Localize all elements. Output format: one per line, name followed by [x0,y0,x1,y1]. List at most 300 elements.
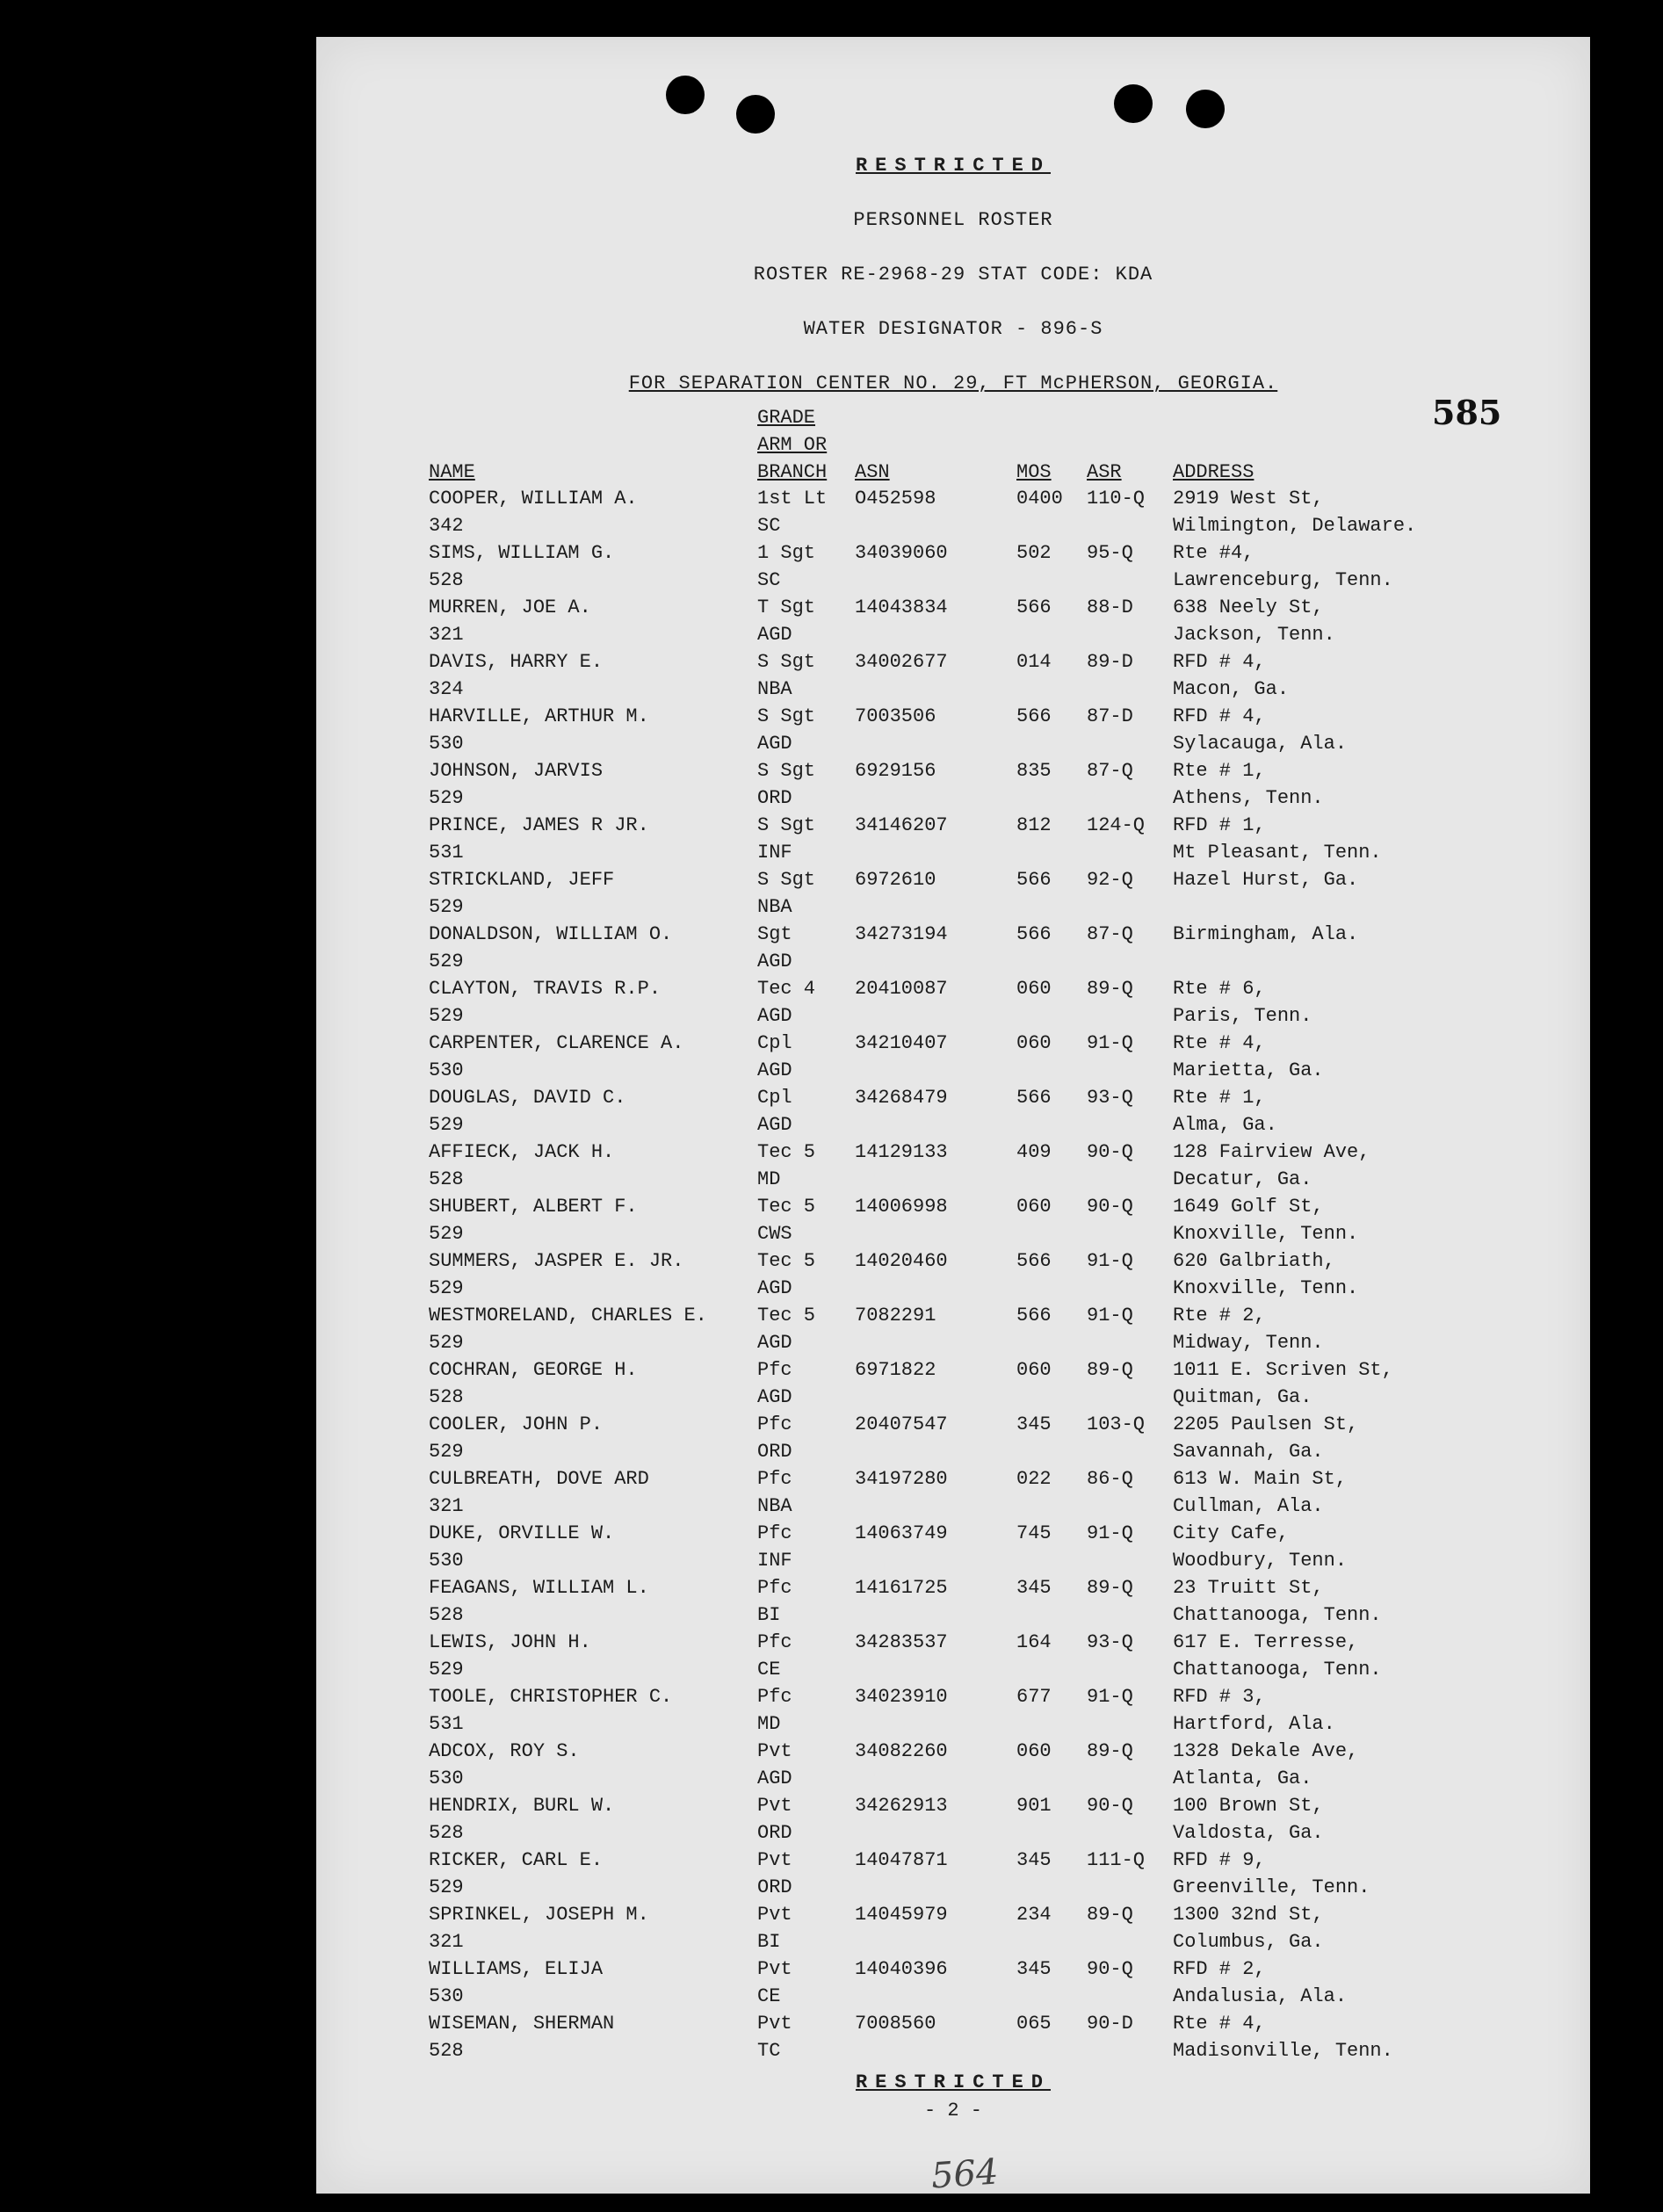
table-row [316,1901,1590,1955]
soldier-grade: Tec 5 [757,1305,816,1326]
soldier-mos: 0400 [1016,488,1063,510]
address-line-2: Paris, Tenn. [1173,1005,1312,1027]
soldier-code: 530 [429,1985,464,2007]
address-line-1: RFD # 4, [1173,651,1266,673]
soldier-asn: 14047871 [855,1849,948,1871]
soldier-grade: Cpl [757,1087,792,1109]
soldier-code: 530 [429,733,464,755]
soldier-asr: 89-Q [1087,1904,1133,1926]
soldier-grade: Pvt [757,1795,792,1817]
soldier-asr: 91-Q [1087,1305,1133,1326]
soldier-mos: 566 [1016,705,1052,727]
soldier-asn: 14043834 [855,596,948,618]
soldier-branch: AGD [757,1386,792,1408]
address-line-1: RFD # 2, [1173,1958,1266,1980]
soldier-branch: SC [757,515,781,537]
soldier-mos: 566 [1016,1087,1052,1109]
roster-code: ROSTER RE-2968-29 STAT CODE: KDA [753,264,1153,286]
soldier-grade: Pfc [757,1359,792,1381]
soldier-code: 528 [429,1386,464,1408]
soldier-asr: 91-Q [1087,1250,1133,1272]
soldier-mos: 745 [1016,1522,1052,1544]
soldier-asr: 110-Q [1087,488,1146,510]
table-row [316,1411,1590,1465]
page-number: 585 [1432,393,1502,432]
soldier-mos: 345 [1016,1958,1052,1980]
soldier-grade: S Sgt [757,869,816,891]
soldier-grade: Pvt [757,1740,792,1762]
address-line-2: Andalusia, Ala. [1173,1985,1348,2007]
soldier-branch: CE [757,1659,781,1681]
soldier-branch: TC [757,2040,781,2062]
soldier-asr: 124-Q [1087,814,1146,836]
soldier-asn: 14129133 [855,1141,948,1163]
soldier-asr: 90-Q [1087,1795,1133,1817]
soldier-mos: 060 [1016,1359,1052,1381]
soldier-grade: Tec 5 [757,1250,816,1272]
address-line-1: 23 Truitt St, [1173,1577,1324,1599]
soldier-code: 528 [429,2040,464,2062]
address-line-2: Knoxville, Tenn. [1173,1277,1359,1299]
soldier-mos: 835 [1016,760,1052,782]
table-row [316,2010,1590,2064]
table-row [316,1465,1590,1520]
soldier-asr: 90-Q [1087,1196,1133,1218]
soldier-asr: 95-Q [1087,542,1133,564]
soldier-asn: 6929156 [855,760,936,782]
soldier-code: 528 [429,1168,464,1190]
soldier-mos: 345 [1016,1577,1052,1599]
soldier-branch: AGD [757,624,792,646]
address-line-2: Greenville, Tenn. [1173,1876,1370,1898]
soldier-name: LEWIS, JOHN H. [429,1631,591,1653]
address-line-1: 638 Neely St, [1173,596,1324,618]
soldier-mos: 566 [1016,1250,1052,1272]
soldier-grade: Pfc [757,1577,792,1599]
soldier-mos: 345 [1016,1413,1052,1435]
soldier-name: CULBREATH, DOVE ARD [429,1468,649,1490]
soldier-asn: 34039060 [855,542,948,564]
soldier-code: 528 [429,569,464,591]
soldier-branch: AGD [757,1114,792,1136]
soldier-code: 529 [429,1659,464,1681]
soldier-code: 529 [429,951,464,972]
soldier-grade: S Sgt [757,760,816,782]
soldier-asr: 89-Q [1087,1577,1133,1599]
soldier-code: 528 [429,1822,464,1844]
soldier-branch: NBA [757,1495,792,1517]
address-line-2: Knoxville, Tenn. [1173,1223,1359,1245]
soldier-mos: 345 [1016,1849,1052,1871]
table-row [316,921,1590,975]
soldier-grade: 1 Sgt [757,542,816,564]
soldier-branch: BI [757,1604,781,1626]
soldier-grade: Tec 5 [757,1196,816,1218]
soldier-code: 324 [429,678,464,700]
soldier-mos: 022 [1016,1468,1052,1490]
soldier-mos: 060 [1016,978,1052,1000]
address-line-1: 100 Brown St, [1173,1795,1324,1817]
column-header-name: NAME [429,461,475,483]
soldier-name: SUMMERS, JASPER E. JR. [429,1250,684,1272]
address-line-2: Hartford, Ala. [1173,1713,1335,1735]
soldier-name: STRICKLAND, JEFF [429,869,615,891]
soldier-asn: 34210407 [855,1032,948,1054]
soldier-code: 342 [429,515,464,537]
soldier-asr: 89-Q [1087,1359,1133,1381]
table-row [316,1356,1590,1411]
address-line-1: 2205 Paulsen St, [1173,1413,1359,1435]
table-row [316,648,1590,703]
soldier-asn: O452598 [855,488,936,510]
soldier-mos: 060 [1016,1196,1052,1218]
soldier-grade: Tec 4 [757,978,816,1000]
soldier-grade: S Sgt [757,814,816,836]
separation-center: FOR SEPARATION CENTER NO. 29, FT McPHERSON, GEORGIA. [628,372,1278,394]
soldier-code: 529 [429,787,464,809]
soldier-asr: 90-D [1087,2013,1133,2035]
soldier-name: COCHRAN, GEORGE H. [429,1359,638,1381]
soldier-grade: Pfc [757,1468,792,1490]
soldier-branch: NBA [757,896,792,918]
address-line-1: RFD # 9, [1173,1849,1266,1871]
soldier-asr: 88-D [1087,596,1133,618]
soldier-code: 529 [429,896,464,918]
column-header-address: ADDRESS [1173,461,1254,483]
soldier-asr: 91-Q [1087,1522,1133,1544]
soldier-branch: AGD [757,1767,792,1789]
soldier-mos: 566 [1016,1305,1052,1326]
address-line-1: Birmingham, Ala. [1173,923,1359,945]
address-line-1: Hazel Hurst, Ga. [1173,869,1359,891]
soldier-name: ADCOX, ROY S. [429,1740,580,1762]
soldier-grade: S Sgt [757,651,816,673]
soldier-name: AFFIECK, JACK H. [429,1141,615,1163]
soldier-code: 529 [429,1441,464,1463]
soldier-branch: AGD [757,733,792,755]
table-row [316,975,1590,1030]
soldier-name: DONALDSON, WILLIAM O. [429,923,673,945]
soldier-name: WISEMAN, SHERMAN [429,2013,615,2035]
address-line-2: Sylacauga, Ala. [1173,733,1348,755]
soldier-code: 530 [429,1550,464,1572]
punch-hole [736,95,775,134]
soldier-mos: 812 [1016,814,1052,836]
soldier-code: 529 [429,1277,464,1299]
column-header-asr: ASR [1087,461,1122,483]
address-line-2: Savannah, Ga. [1173,1441,1324,1463]
table-row [316,1084,1590,1139]
column-header-asn: ASN [855,461,890,483]
table-row [316,1738,1590,1792]
soldier-name: SHUBERT, ALBERT F. [429,1196,638,1218]
address-line-2: Midway, Tenn. [1173,1332,1324,1354]
table-row [316,1030,1590,1084]
soldier-branch: AGD [757,1332,792,1354]
soldier-name: WESTMORELAND, CHARLES E. [429,1305,707,1326]
address-line-2: Woodbury, Tenn. [1173,1550,1348,1572]
soldier-branch: AGD [757,951,792,972]
soldier-mos: 065 [1016,2013,1052,2035]
soldier-code: 530 [429,1767,464,1789]
soldier-mos: 566 [1016,869,1052,891]
address-line-1: 1328 Dekale Ave, [1173,1740,1359,1762]
soldier-code: 529 [429,1005,464,1027]
soldier-asn: 7082291 [855,1305,936,1326]
soldier-grade: 1st Lt [757,488,828,510]
table-row [316,1574,1590,1629]
soldier-code: 529 [429,1114,464,1136]
soldier-asn: 34082260 [855,1740,948,1762]
soldier-asn: 34283537 [855,1631,948,1653]
soldier-mos: 502 [1016,542,1052,564]
soldier-asr: 89-Q [1087,1740,1133,1762]
address-line-2: Wilmington, Delaware. [1173,515,1417,537]
address-line-2: Mt Pleasant, Tenn. [1173,842,1382,864]
restricted-footer: RESTRICTED [855,2071,1052,2093]
table-row [316,757,1590,812]
soldier-code: 321 [429,624,464,646]
table-row [316,1302,1590,1356]
soldier-branch: BI [757,1931,781,1953]
soldier-grade: Tec 5 [757,1141,816,1163]
handwritten-mark: 564 [929,2151,1000,2197]
address-line-2: Columbus, Ga. [1173,1931,1324,1953]
soldier-asn: 20410087 [855,978,948,1000]
page-marker: - 2 - [923,2100,982,2122]
address-line-1: 1300 32nd St, [1173,1904,1324,1926]
soldier-branch: ORD [757,1822,792,1844]
soldier-branch: MD [757,1168,781,1190]
address-line-1: City Cafe, [1173,1522,1290,1544]
soldier-name: DOUGLAS, DAVID C. [429,1087,626,1109]
soldier-name: CARPENTER, CLARENCE A. [429,1032,684,1054]
soldier-asr: 93-Q [1087,1631,1133,1653]
table-row [316,1683,1590,1738]
soldier-grade: Pvt [757,1904,792,1926]
soldier-asr: 90-Q [1087,1958,1133,1980]
soldier-name: JOHNSON, JARVIS [429,760,604,782]
soldier-grade: Pfc [757,1631,792,1653]
address-line-1: RFD # 4, [1173,705,1266,727]
address-line-2: Athens, Tenn. [1173,787,1324,809]
soldier-asr: 87-Q [1087,760,1133,782]
soldier-asr: 91-Q [1087,1686,1133,1708]
address-line-2: Valdosta, Ga. [1173,1822,1324,1844]
roster-page [316,37,1590,2197]
soldier-asr: 87-D [1087,705,1133,727]
soldier-name: DAVIS, HARRY E. [429,651,604,673]
address-line-1: 617 E. Terresse, [1173,1631,1359,1653]
address-line-1: Rte # 6, [1173,978,1266,1000]
soldier-asr: 92-Q [1087,869,1133,891]
address-line-1: Rte # 1, [1173,760,1266,782]
soldier-mos: 566 [1016,923,1052,945]
address-line-1: Rte # 2, [1173,1305,1266,1326]
soldier-branch: SC [757,569,781,591]
address-line-1: RFD # 3, [1173,1686,1266,1708]
soldier-asn: 34023910 [855,1686,948,1708]
address-line-2: Marietta, Ga. [1173,1059,1324,1081]
soldier-code: 529 [429,1223,464,1245]
soldier-name: DUKE, ORVILLE W. [429,1522,615,1544]
soldier-asn: 34268479 [855,1087,948,1109]
soldier-name: RICKER, CARL E. [429,1849,604,1871]
address-line-2: Chattanooga, Tenn. [1173,1659,1382,1681]
soldier-mos: 164 [1016,1631,1052,1653]
soldier-mos: 566 [1016,596,1052,618]
address-line-1: Rte # 1, [1173,1087,1266,1109]
soldier-asn: 34002677 [855,651,948,673]
soldier-name: COOPER, WILLIAM A. [429,488,638,510]
soldier-asn: 7008560 [855,2013,936,2035]
soldier-asn: 34197280 [855,1468,948,1490]
roster-title: PERSONNEL ROSTER [853,209,1053,231]
soldier-asn: 14161725 [855,1577,948,1599]
soldier-name: HENDRIX, BURL W. [429,1795,615,1817]
soldier-name: FEAGANS, WILLIAM L. [429,1577,649,1599]
soldier-grade: Pvt [757,1958,792,1980]
soldier-branch: ORD [757,1876,792,1898]
column-header-branch: BRANCH [757,461,828,483]
address-line-1: Rte # 4, [1173,1032,1266,1054]
soldier-code: 321 [429,1495,464,1517]
soldier-grade: Pfc [757,1522,792,1544]
soldier-mos: 901 [1016,1795,1052,1817]
restricted-header: RESTRICTED [855,155,1052,177]
column-header-grade: GRADE [757,407,816,429]
table-row [316,594,1590,648]
table-row [316,1792,1590,1847]
soldier-grade: Pfc [757,1413,792,1435]
soldier-asn: 14045979 [855,1904,948,1926]
soldier-asn: 34273194 [855,923,948,945]
soldier-mos: 060 [1016,1032,1052,1054]
soldier-asn: 14040396 [855,1958,948,1980]
address-line-1: Rte # 4, [1173,2013,1266,2035]
address-line-2: Macon, Ga. [1173,678,1290,700]
punch-hole [1186,90,1225,128]
soldier-asr: 111-Q [1087,1849,1146,1871]
table-row [316,866,1590,921]
soldier-asr: 93-Q [1087,1087,1133,1109]
column-header-mos: MOS [1016,461,1052,483]
address-line-2: Madisonville, Tenn. [1173,2040,1393,2062]
soldier-branch: INF [757,1550,792,1572]
table-row [316,812,1590,866]
address-line-2: Quitman, Ga. [1173,1386,1312,1408]
address-line-1: 1011 E. Scriven St, [1173,1359,1393,1381]
soldier-name: TOOLE, CHRISTOPHER C. [429,1686,673,1708]
soldier-code: 531 [429,1713,464,1735]
table-row [316,703,1590,757]
address-line-2: Lawrenceburg, Tenn. [1173,569,1393,591]
address-line-2: Cullman, Ala. [1173,1495,1324,1517]
soldier-grade: Sgt [757,923,792,945]
soldier-branch: NBA [757,678,792,700]
soldier-grade: Pfc [757,1686,792,1708]
soldier-mos: 409 [1016,1141,1052,1163]
soldier-branch: ORD [757,1441,792,1463]
soldier-name: SPRINKEL, JOSEPH M. [429,1904,649,1926]
address-line-1: 128 Fairview Ave, [1173,1141,1370,1163]
soldier-branch: INF [757,842,792,864]
table-row [316,485,1590,539]
soldier-asr: 86-Q [1087,1468,1133,1490]
soldier-mos: 060 [1016,1740,1052,1762]
soldier-code: 528 [429,1604,464,1626]
table-row [316,1247,1590,1302]
soldier-asn: 20407547 [855,1413,948,1435]
soldier-asn: 7003506 [855,705,936,727]
water-designator: WATER DESIGNATOR - 896-S [803,318,1103,340]
table-row [316,1629,1590,1683]
table-row [316,1955,1590,2010]
address-line-1: 613 W. Main St, [1173,1468,1348,1490]
soldier-asn: 34146207 [855,814,948,836]
address-line-2: Alma, Ga. [1173,1114,1277,1136]
soldier-asr: 90-Q [1087,1141,1133,1163]
soldier-asr: 103-Q [1087,1413,1146,1435]
table-row [316,539,1590,594]
soldier-name: PRINCE, JAMES R JR. [429,814,649,836]
soldier-name: CLAYTON, TRAVIS R.P. [429,978,662,1000]
soldier-branch: CE [757,1985,781,2007]
soldier-code: 529 [429,1332,464,1354]
soldier-grade: Pvt [757,1849,792,1871]
table-row [316,1139,1590,1193]
soldier-asr: 89-D [1087,651,1133,673]
soldier-asn: 6971822 [855,1359,936,1381]
soldier-grade: S Sgt [757,705,816,727]
soldier-branch: CWS [757,1223,792,1245]
soldier-asn: 14020460 [855,1250,948,1272]
soldier-name: SIMS, WILLIAM G. [429,542,615,564]
address-line-1: 620 Galbriath, [1173,1250,1335,1272]
soldier-mos: 677 [1016,1686,1052,1708]
address-line-2: Decatur, Ga. [1173,1168,1312,1190]
soldier-mos: 014 [1016,651,1052,673]
soldier-asn: 14006998 [855,1196,948,1218]
soldier-grade: Cpl [757,1032,792,1054]
punch-hole [1114,84,1153,123]
soldier-code: 529 [429,1876,464,1898]
soldier-name: HARVILLE, ARTHUR M. [429,705,649,727]
address-line-2: Chattanooga, Tenn. [1173,1604,1382,1626]
soldier-branch: AGD [757,1059,792,1081]
soldier-code: 531 [429,842,464,864]
soldier-code: 321 [429,1931,464,1953]
address-line-1: Rte #4, [1173,542,1254,564]
column-header-arm: ARM OR [757,434,828,456]
soldier-code: 530 [429,1059,464,1081]
soldier-name: MURREN, JOE A. [429,596,591,618]
soldier-grade: T Sgt [757,596,816,618]
table-row [316,1847,1590,1901]
soldier-asn: 6972610 [855,869,936,891]
soldier-asr: 91-Q [1087,1032,1133,1054]
address-line-1: 2919 West St, [1173,488,1324,510]
soldier-branch: ORD [757,787,792,809]
address-line-2: Jackson, Tenn. [1173,624,1335,646]
address-line-1: 1649 Golf St, [1173,1196,1324,1218]
address-line-1: RFD # 1, [1173,814,1266,836]
soldier-name: COOLER, JOHN P. [429,1413,604,1435]
table-row [316,1520,1590,1574]
table-row [316,1193,1590,1247]
soldier-name: WILLIAMS, ELIJA [429,1958,604,1980]
address-line-2: Atlanta, Ga. [1173,1767,1312,1789]
